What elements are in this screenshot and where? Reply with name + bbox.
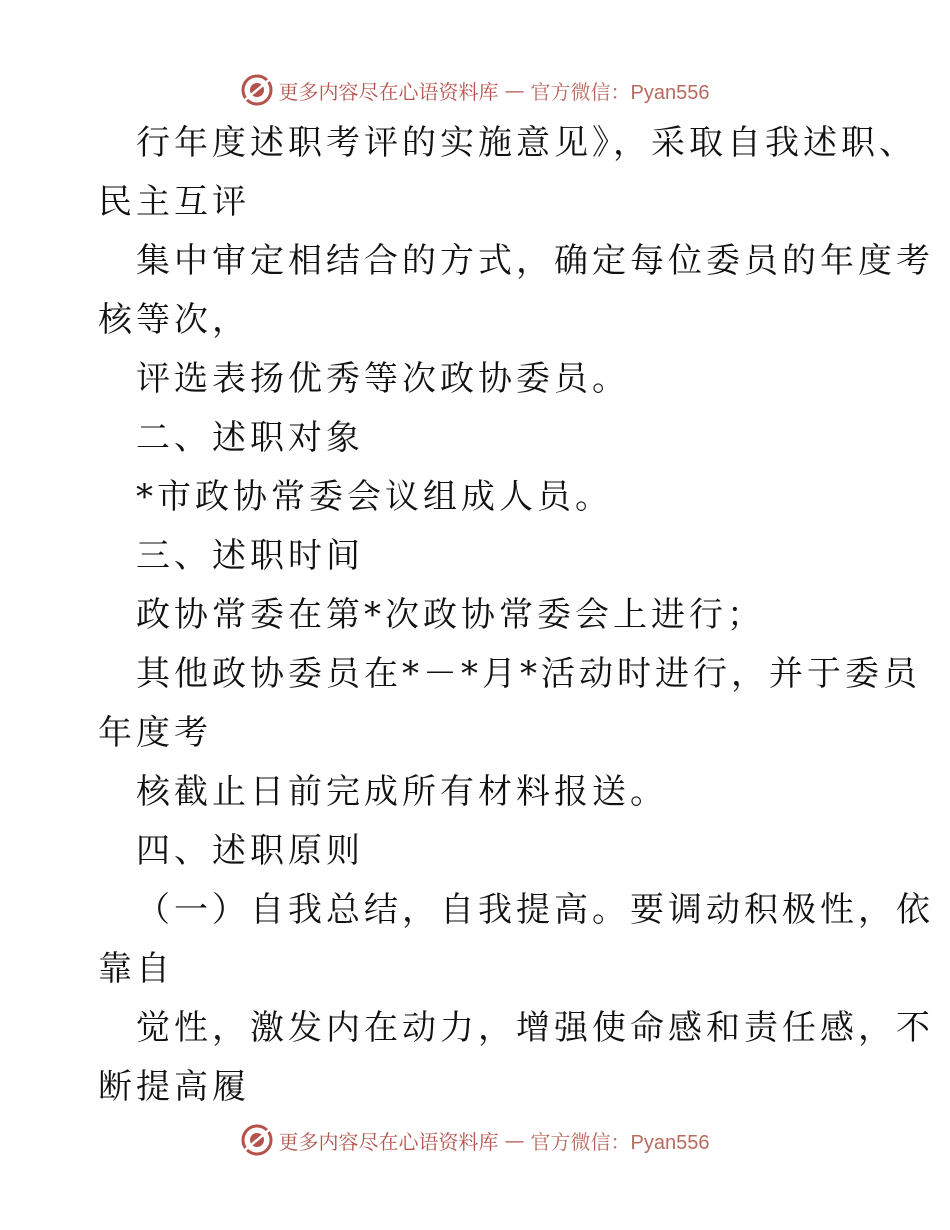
section-heading: 三、述职时间: [136, 536, 364, 576]
paragraph-line: 核等次，: [98, 300, 250, 340]
paragraph-line: 民主互评: [98, 182, 250, 222]
paragraph-line: 行年度述职考评的实施意见》，采取自我述职、: [136, 123, 917, 163]
seal-logo-icon: [241, 74, 273, 106]
watermark-contact: 官方微信：Pyan556: [530, 81, 710, 104]
footer-watermark: [0, 1120, 950, 1160]
paragraph-line: 觉性，激发内在动力，增强使命感和责任感，不: [136, 1008, 934, 1048]
watermark-text: 更多内容尽在心语资料库: [278, 1129, 499, 1154]
paragraph-line: 其他政协委员在*－*月*活动时进行，并于委员: [136, 654, 921, 694]
seal-logo-icon: [241, 1124, 273, 1156]
paragraph-line: 断提高履: [98, 1067, 250, 1107]
paragraph-line: 核截止日前完成所有材料报送。: [136, 772, 668, 812]
paragraph-line: 年度考: [98, 713, 212, 753]
watermark-contact: 官方微信：Pyan556: [530, 1131, 710, 1154]
section-heading: 二、述职对象: [136, 418, 364, 458]
paragraph-line: 集中审定相结合的方式，确定每位委员的年度考: [136, 241, 934, 281]
paragraph-line: *市政协常委会议组成人员。: [136, 477, 613, 517]
paragraph-line: 评选表扬优秀等次政协委员。: [136, 359, 630, 399]
paragraph-line: 政协常委在第*次政协常委会上进行；: [136, 595, 765, 635]
section-heading: 四、述职原则: [136, 831, 364, 871]
watermark-separator: —: [504, 78, 525, 102]
paragraph-line: 靠自: [98, 949, 174, 989]
watermark-separator: —: [504, 1128, 525, 1152]
watermark-text: 更多内容尽在心语资料库: [278, 79, 499, 104]
paragraph-line: （一）自我总结，自我提高。要调动积极性，依: [136, 890, 934, 930]
header-watermark: [0, 70, 950, 110]
